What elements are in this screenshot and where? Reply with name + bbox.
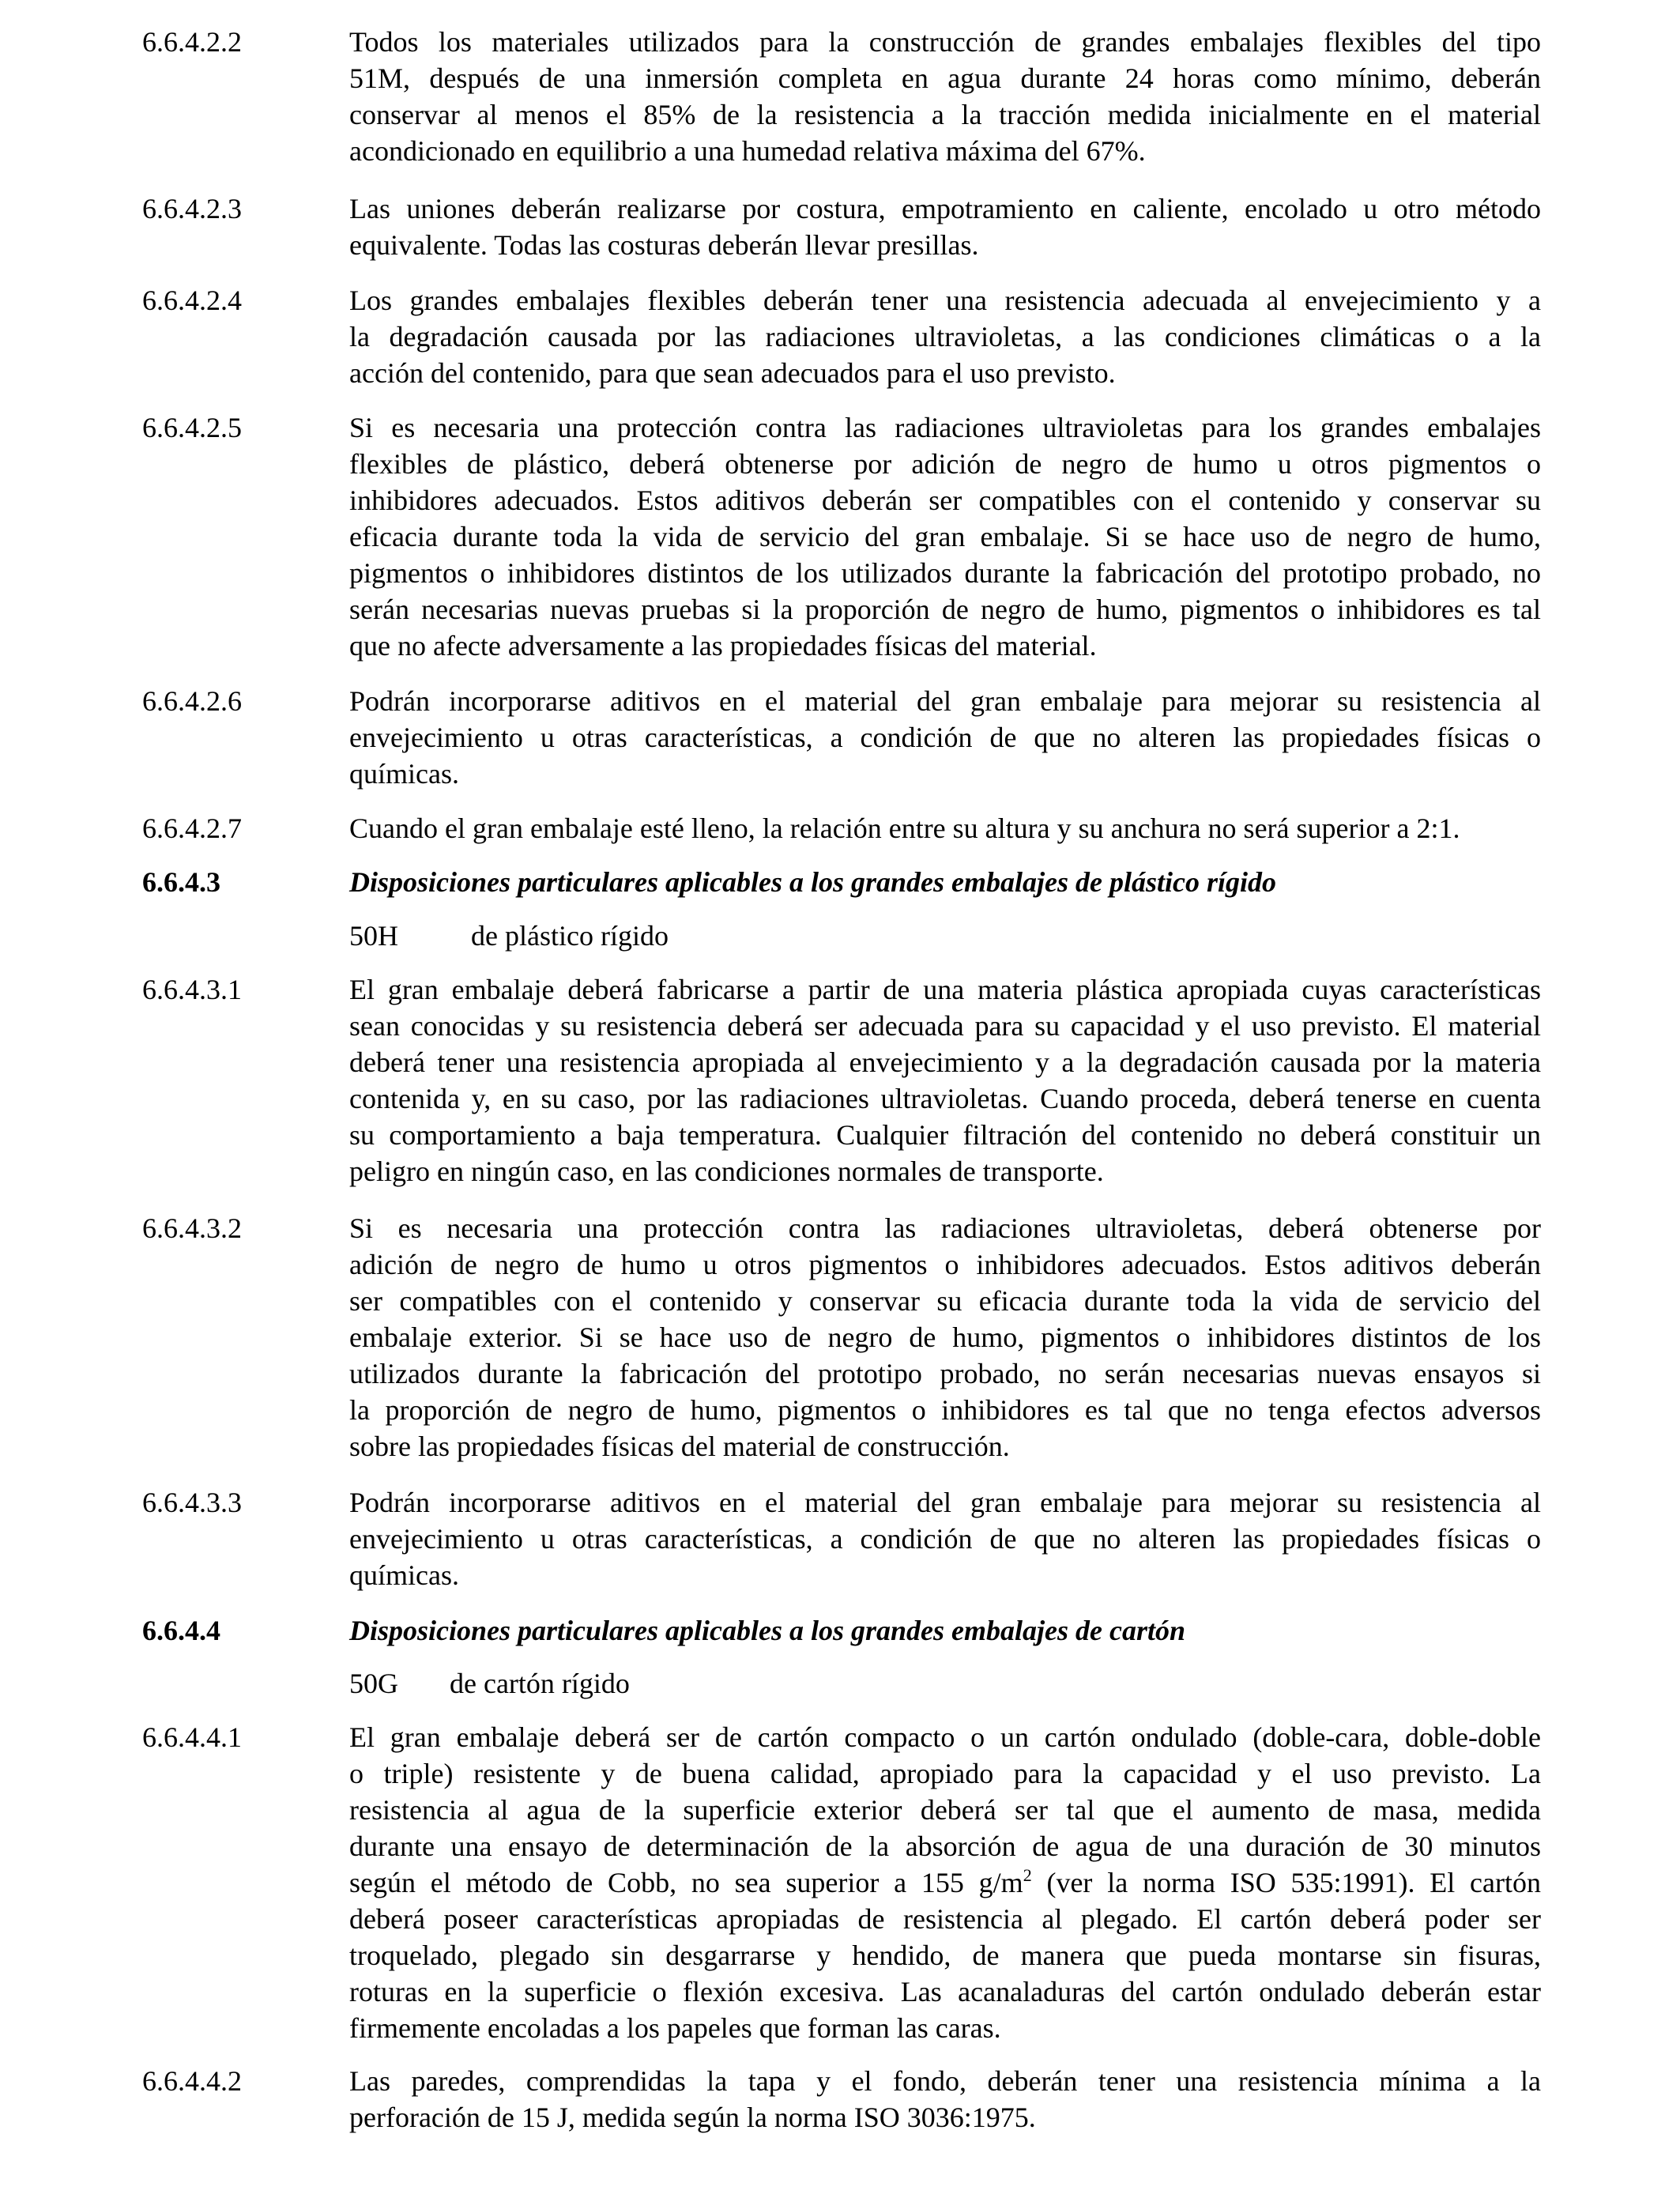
text-line: serán necesarias nuevas pruebas si la proporción de negro de humo, pigmentos o inhibidores es tal <box>349 594 1541 625</box>
packaging-code-50g <box>349 1665 630 1702</box>
paragraph-text <box>349 282 1541 391</box>
text-line: peligro en ningún caso, en las condiciones normales de transporte. <box>349 1155 1104 1187</box>
text-line: contenida y, en su caso, por las radiaciones ultravioletas. Cuando proceda, deberá tenerse en cuenta <box>349 1083 1541 1114</box>
paragraph-number: 6.6.4.3.2 <box>142 1212 242 1244</box>
text-line: embalaje exterior. Si se hace uso de negro de humo, pigmentos o inhibidores distintos de los <box>349 1321 1541 1353</box>
text-line: la proporción de negro de humo, pigmentos o inhibidores es tal que no tenga efectos adversos <box>349 1394 1541 1426</box>
section-number: 6.6.4.4 <box>142 1615 220 1646</box>
text-fragment: según el método de Cobb, no sea superior a 155 g/m <box>349 1867 1023 1898</box>
text-line: inhibidores adecuados. Estos aditivos deberán ser compatibles con el contenido y conservar su <box>349 484 1541 516</box>
packaging-code: 50H <box>349 920 398 952</box>
paragraph-number: 6.6.4.3.3 <box>142 1487 242 1518</box>
text-line: Todos los materiales utilizados para la construcción de grandes embalajes flexibles del tipo <box>349 26 1541 58</box>
text-line: acción del contenido, para que sean adecuados para el uso previsto. <box>349 357 1116 389</box>
text-fragment: (ver la norma ISO 535:1991). El cartón <box>1031 1867 1541 1898</box>
paragraph-number: 6.6.4.2.7 <box>142 812 242 844</box>
paragraph-number: 6.6.4.3.1 <box>142 974 242 1005</box>
paragraph-number: 6.6.4.2.4 <box>142 285 242 316</box>
paragraph-text <box>349 1719 1541 2046</box>
text-line: o triple) resistente y de buena calidad, apropiado para la capacidad y el uso previsto. La <box>349 1758 1541 1789</box>
text-line: ser compatibles con el contenido y conservar su eficacia durante toda la vida de servicio del <box>349 1285 1541 1317</box>
text-line: 51M, después de una inmersión completa en agua durante 24 horas como mínimo, deberán <box>349 62 1541 94</box>
text-line: Las uniones deberán realizarse por costura, empotramiento en caliente, encolado u otro método <box>349 193 1541 224</box>
text-line: resistencia al agua de la superficie exterior deberá ser tal que el aumento de masa, medida <box>349 1794 1541 1826</box>
section-number: 6.6.4.3 <box>142 866 220 898</box>
text-line: troquelado, plegado sin desgarrarse y hendido, de manera que pueda montarse sin fisuras, <box>349 1940 1541 1971</box>
paragraph-number: 6.6.4.4.1 <box>142 1721 242 1753</box>
text-line: conservar al menos el 85% de la resistencia a la tracción medida inicialmente en el material <box>349 99 1541 130</box>
text-line: envejecimiento u otras características, a condición de que no alteren las propiedades físicas o <box>349 1523 1541 1555</box>
text-line: químicas. <box>349 758 459 790</box>
text-line: sean conocidas y su resistencia deberá ser adecuada para su capacidad y el uso previsto. El material <box>349 1010 1541 1042</box>
text-line: Podrán incorporarse aditivos en el material del gran embalaje para mejorar su resistencia al <box>349 1487 1541 1518</box>
text-line: eficacia durante toda la vida de servicio del gran embalaje. Si se hace uso de negro de humo, <box>349 521 1541 552</box>
text-line: durante una ensayo de determinación de la absorción de agua de una duración de 30 minutos <box>349 1830 1541 1862</box>
text-line: Podrán incorporarse aditivos en el material del gran embalaje para mejorar su resistencia al <box>349 685 1541 717</box>
superscript: 2 <box>1023 1865 1032 1885</box>
paragraph-text <box>349 2063 1541 2136</box>
text-line: sobre las propiedades físicas del material de construcción. <box>349 1431 1010 1462</box>
text-line: deberá tener una resistencia apropiada al envejecimiento y a la degradación causada por la materia <box>349 1046 1541 1078</box>
text-line: equivalente. Todas las costuras deberán llevar presillas. <box>349 229 979 261</box>
text-line: utilizados durante la fabricación del prototipo probado, no serán necesarias nuevas ensayos si <box>349 1358 1541 1389</box>
text-line <box>349 1864 1541 1901</box>
text-line: Los grandes embalajes flexibles deberán tener una resistencia adecuada al envejecimiento y a <box>349 285 1541 316</box>
text-line: El gran embalaje deberá ser de cartón compacto o un cartón ondulado (doble-cara, doble-doble <box>349 1721 1541 1753</box>
paragraph-text <box>349 971 1541 1189</box>
section-heading: Disposiciones particulares aplicables a los grandes embalajes de plástico rígido <box>349 866 1276 898</box>
text-line: deberá poseer características apropiadas de resistencia al plegado. El cartón deberá poder ser <box>349 1903 1541 1935</box>
paragraph-number: 6.6.4.2.6 <box>142 685 242 717</box>
paragraph-number: 6.6.4.2.2 <box>142 26 242 58</box>
text-line: envejecimiento u otras características, a condición de que no alteren las propiedades físicas o <box>349 722 1541 753</box>
section-heading: Disposiciones particulares aplicables a los grandes embalajes de cartón <box>349 1615 1185 1646</box>
text-line: roturas en la superficie o flexión excesiva. Las acanaladuras del cartón ondulado deberán estar <box>349 1976 1541 2007</box>
text-line: químicas. <box>349 1559 459 1591</box>
packaging-code-description: de cartón rígido <box>450 1668 630 1699</box>
text-line: la degradación causada por las radiaciones ultravioletas, a las condiciones climáticas o a la <box>349 321 1541 352</box>
paragraph-number: 6.6.4.2.5 <box>142 412 242 443</box>
paragraph-number: 6.6.4.2.3 <box>142 193 242 224</box>
paragraph-text <box>349 409 1541 664</box>
text-line: Si es necesaria una protección contra las radiaciones ultravioletas, deberá obtenerse por <box>349 1212 1541 1244</box>
text-line: perforación de 15 J, medida según la norma ISO 3036:1975. <box>349 2102 1036 2133</box>
paragraph-text <box>349 190 1541 263</box>
packaging-code-50h <box>349 918 669 954</box>
packaging-code-description: de plástico rígido <box>471 920 669 952</box>
paragraph-text <box>349 24 1541 169</box>
paragraph-text <box>349 683 1541 792</box>
text-line: acondicionado en equilibrio a una humedad relativa máxima del 67%. <box>349 135 1146 167</box>
text-line: Las paredes, comprendidas la tapa y el fondo, deberán tener una resistencia mínima a la <box>349 2065 1541 2097</box>
paragraph-text <box>349 1210 1541 1465</box>
paragraph-text <box>349 810 1541 846</box>
text-line: Cuando el gran embalaje esté lleno, la relación entre su altura y su anchura no será superior a 2:1. <box>349 812 1460 844</box>
text-line: Si es necesaria una protección contra las radiaciones ultravioletas para los grandes embalajes <box>349 412 1541 443</box>
paragraph-text <box>349 1484 1541 1593</box>
text-line: adición de negro de humo u otros pigmentos o inhibidores adecuados. Estos aditivos deberán <box>349 1249 1541 1280</box>
paragraph-number: 6.6.4.4.2 <box>142 2065 242 2097</box>
text-line: El gran embalaje deberá fabricarse a partir de una materia plástica apropiada cuyas características <box>349 974 1541 1005</box>
text-line: firmemente encoladas a los papeles que forman las caras. <box>349 2012 1001 2044</box>
text-line: flexibles de plástico, deberá obtenerse por adición de negro de humo u otros pigmentos o <box>349 448 1541 480</box>
text-line: pigmentos o inhibidores distintos de los utilizados durante la fabricación del prototipo probado, no <box>349 557 1541 589</box>
text-line: su comportamiento a baja temperatura. Cualquier filtración del contenido no deberá constituir un <box>349 1119 1541 1151</box>
packaging-code: 50G <box>349 1668 398 1699</box>
text-line: que no afecte adversamente a las propiedades físicas del material. <box>349 630 1097 662</box>
